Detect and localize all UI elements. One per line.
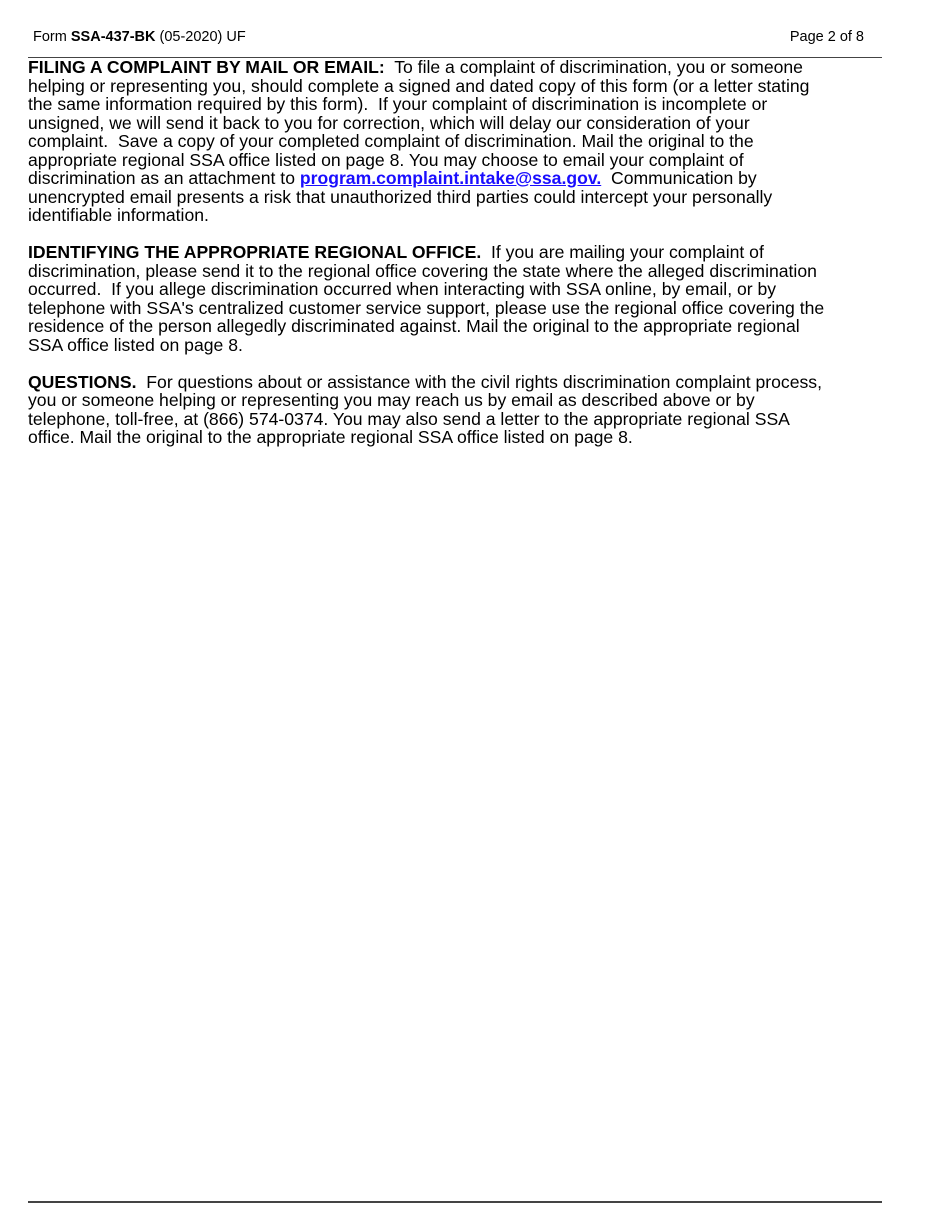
text-line: telephone with SSA's centralized customer service support, please use the regional office covering the	[28, 297, 825, 318]
text-line: unsigned, we will send it back to you for correction, which will delay our consideration of your	[28, 112, 750, 133]
text-line: unencrypted email presents a risk that unauthorized third parties could intercept your personally	[28, 186, 773, 207]
text-line: If you are mailing your complaint of	[481, 242, 764, 262]
text-line: discrimination as an attachment to	[28, 168, 300, 188]
text-line: SSA office listed on page 8.	[28, 334, 243, 355]
text-line: To file a complaint of discrimination, you or someone	[384, 57, 803, 77]
page-number: Page 2 of 8	[789, 29, 864, 45]
text-line: For questions about or assistance with the civil rights discrimination complaint process,	[136, 371, 822, 392]
text-line: office. Mail the original to the appropriate regional SSA office listed on page 8.	[28, 427, 633, 447]
text-line: telephone, toll-free, at (866) 574-0374. You may also send a letter to the appropriate regional SSA	[28, 408, 790, 429]
form-revision: (05-2020) UF	[155, 29, 246, 45]
text-line: you or someone helping or representing you may reach us by email as described above or by	[28, 390, 755, 410]
form-prefix: Form	[33, 29, 67, 45]
section-heading: IDENTIFYING THE APPROPRIATE REGIONAL OFFICE.	[28, 242, 482, 262]
text-line: appropriate regional SSA office listed on page 8. You may choose to email your complaint of	[28, 149, 744, 170]
section-heading: QUESTIONS.	[28, 371, 137, 392]
text-line: identifiable information.	[28, 205, 209, 225]
email-link[interactable]: program.complaint.intake@ssa.gov.	[299, 168, 602, 188]
section-questions	[28, 373, 824, 447]
form-number: SSA-437-BK	[70, 29, 156, 45]
text-line: Communication by	[601, 168, 757, 188]
text-line: helping or representing you, should complete a signed and dated copy of this form (or a letter stating	[28, 75, 810, 96]
document-body	[28, 58, 824, 465]
text-line: residence of the person allegedly discriminated against. Mail the original to the appropriate regional	[28, 316, 800, 336]
text-line: the same information required by this form). If your complaint of discrimination is incomplete or	[28, 94, 768, 114]
footer-divider	[28, 1201, 882, 1203]
section-regional-office	[28, 243, 824, 354]
text-line: occurred. If you allege discrimination occurred when interacting with SSA online, by email, or by	[28, 279, 777, 299]
section-heading: FILING A COMPLAINT BY MAIL OR EMAIL:	[28, 57, 385, 77]
form-id	[33, 29, 246, 45]
text-line: complaint. Save a copy of your completed complaint of discrimination. Mail the original to the	[28, 131, 754, 151]
section-filing-complaint	[28, 58, 824, 225]
text-line: discrimination, please send it to the regional office covering the state where the alleged discrimination	[28, 260, 817, 281]
